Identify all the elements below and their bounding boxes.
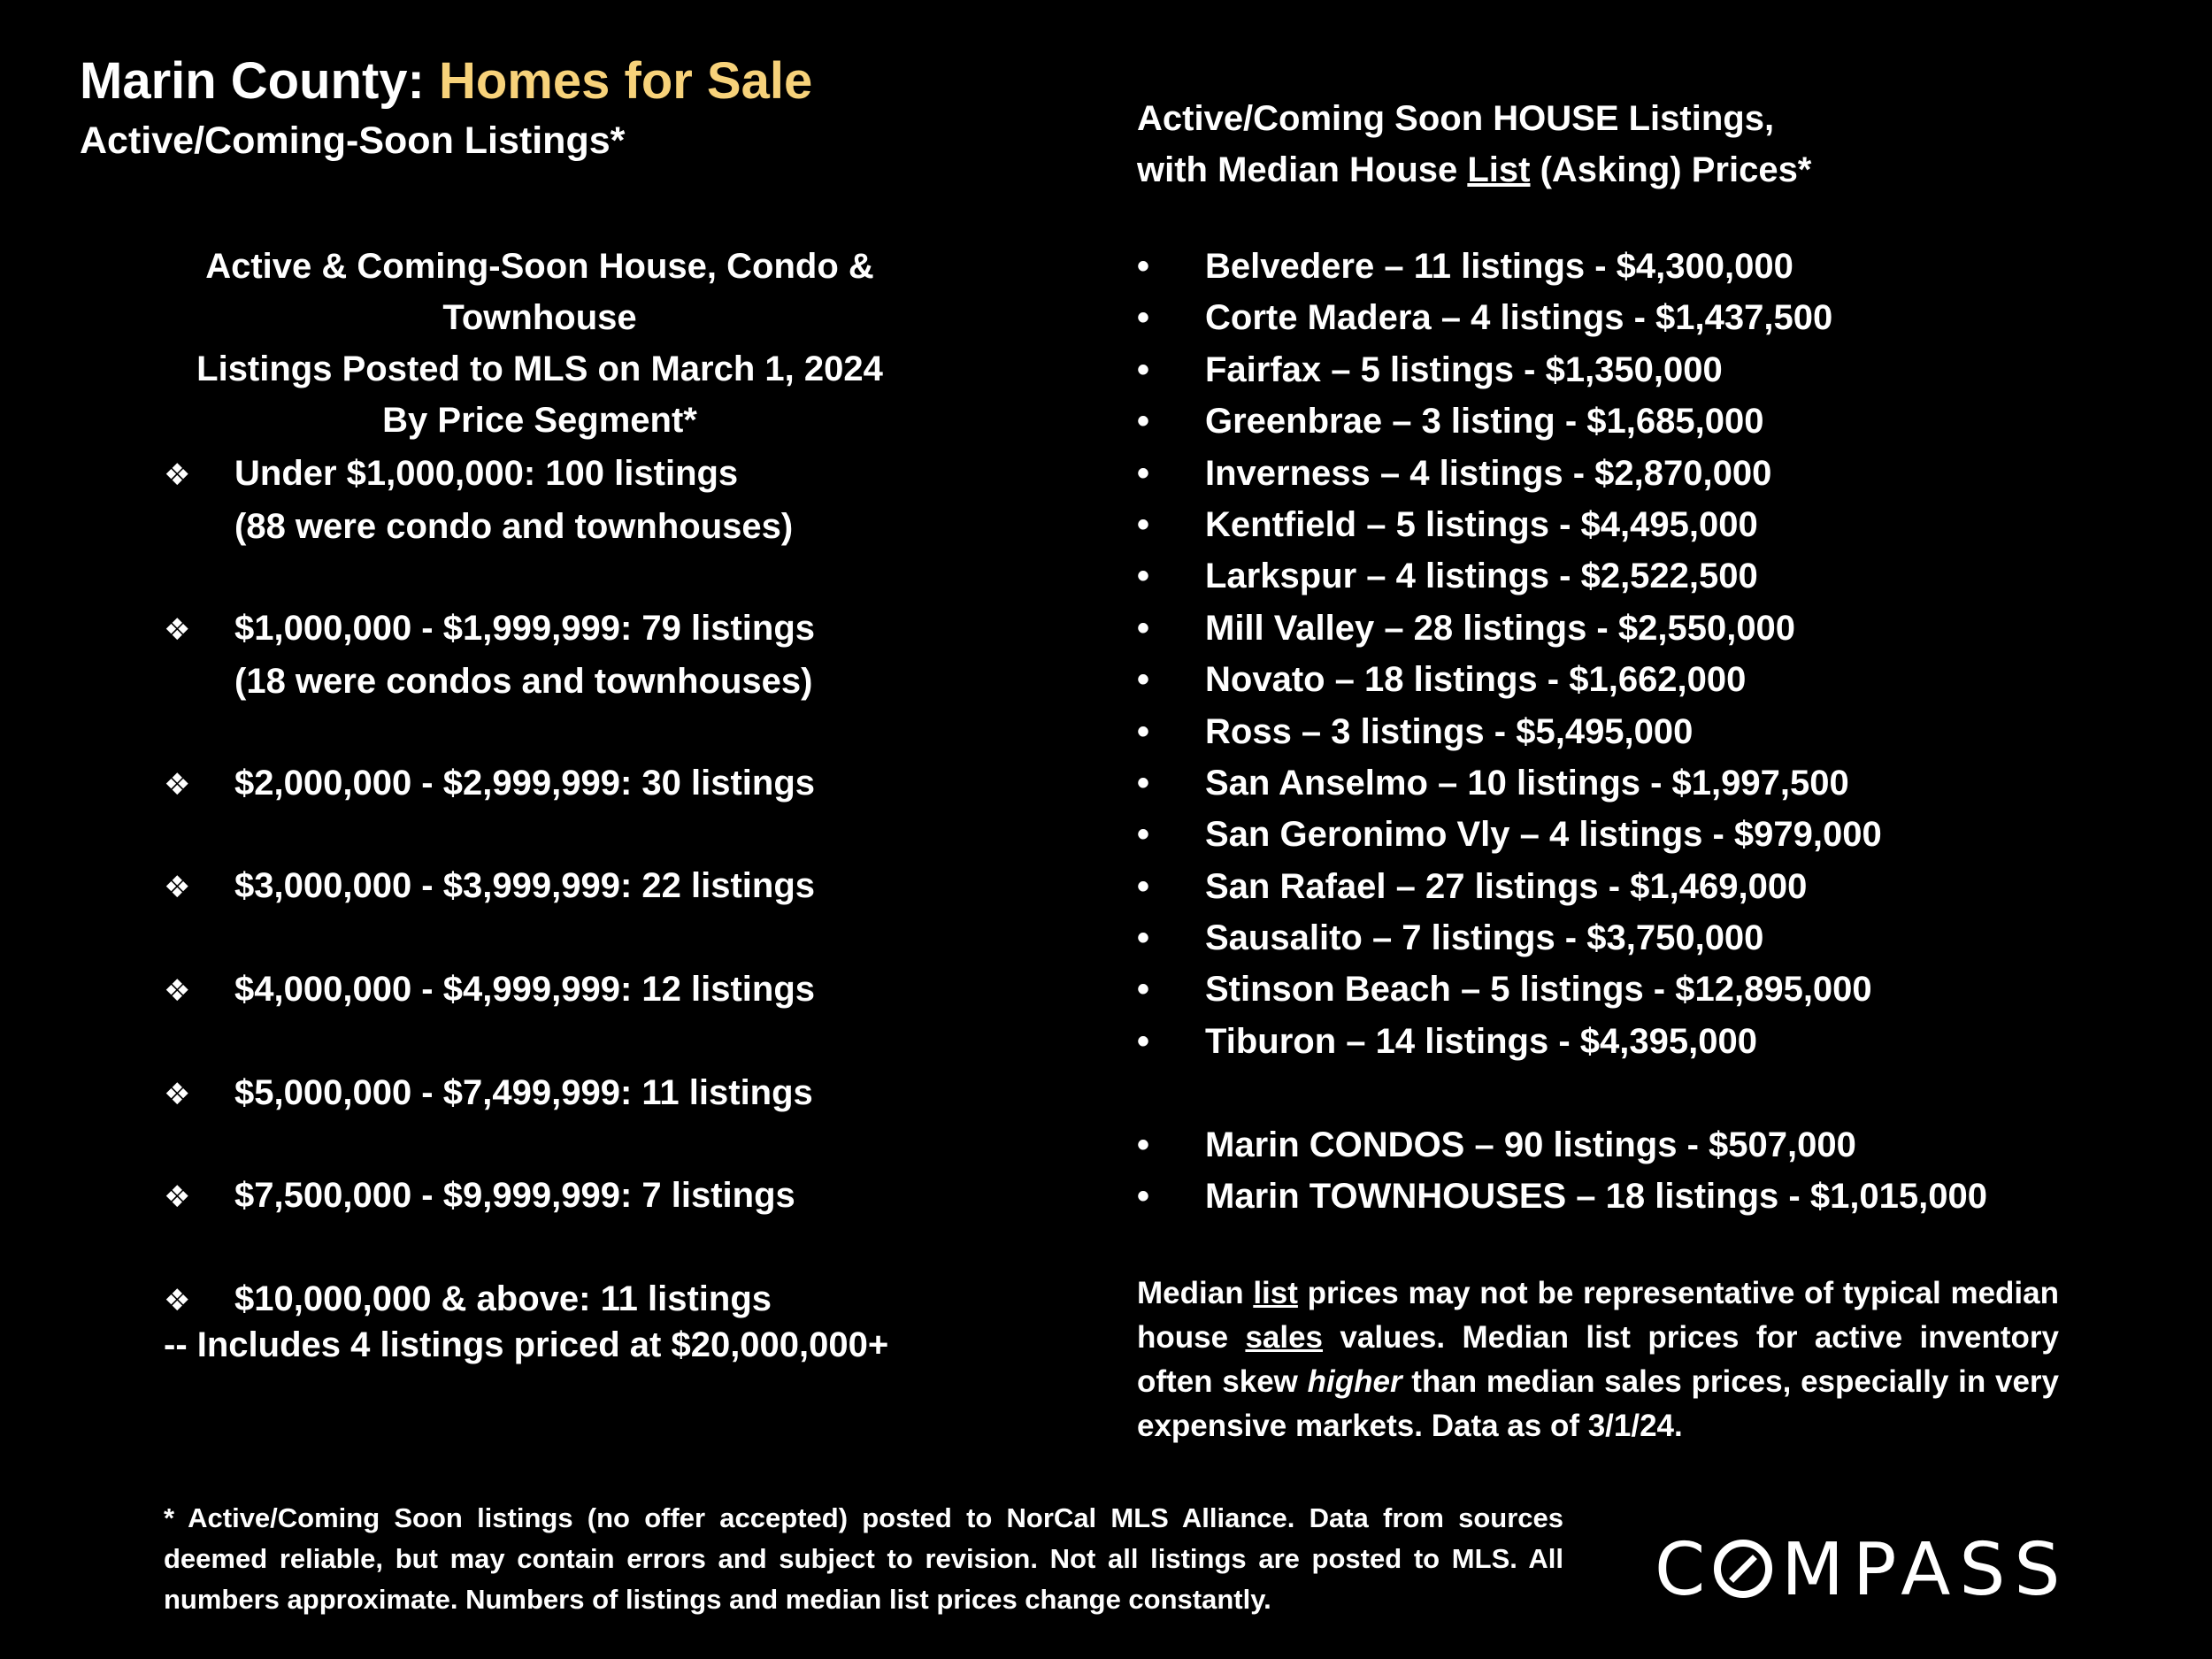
segment-item — [164, 448, 793, 552]
bullet-icon: • — [1137, 1021, 1150, 1061]
list-item — [1137, 550, 1987, 602]
price-segment-heading-line2: Listings Posted to MLS on March 1, 2024 — [196, 349, 883, 388]
segment-item — [164, 860, 815, 913]
town-entry: Mill Valley – 28 listings - $2,550,000 — [1205, 608, 1796, 648]
compass-o-icon — [1714, 1540, 1772, 1598]
bullet-icon: • — [1137, 608, 1150, 648]
list-item — [1137, 499, 1987, 550]
town-entry: Larkspur – 4 listings - $2,522,500 — [1205, 557, 1758, 596]
disclaimer-text: values. Median list prices for active inventory often skew — [1137, 1320, 2059, 1399]
list-item — [1137, 241, 1987, 292]
diamond-bullet-icon: ❖ — [164, 613, 191, 647]
title-part1: Marin County: — [80, 52, 439, 110]
heading-underlined-word: List — [1467, 150, 1531, 189]
list-item — [1137, 964, 1987, 1015]
list-item — [1137, 912, 1987, 964]
town-entry: Corte Madera – 4 listings - $1,437,500 — [1205, 298, 1833, 338]
list-item — [1137, 1016, 1987, 1067]
town-entry: Tiburon – 14 listings - $4,395,000 — [1205, 1021, 1757, 1061]
price-segment-heading-line1: Active & Coming-Soon House, Condo & Townhouse — [205, 247, 874, 337]
list-item — [1137, 861, 1987, 912]
bullet-icon: • — [1137, 763, 1150, 803]
bullet-icon: • — [1137, 349, 1150, 389]
bullet-icon: • — [1137, 711, 1150, 751]
list-item — [1137, 1119, 1987, 1171]
title-highlight: Homes for Sale — [438, 52, 813, 110]
heading-text: (Asking) Prices* — [1530, 150, 1812, 189]
disclaimer-underline: sales — [1245, 1320, 1324, 1355]
town-entry: Belvedere – 11 listings - $4,300,000 — [1205, 247, 1793, 286]
list-item — [1137, 706, 1987, 757]
price-segment-heading — [159, 241, 920, 446]
heading-text: with Median House — [1137, 150, 1468, 189]
diamond-bullet-icon: ❖ — [164, 871, 191, 904]
town-entry: San Geronimo Vly – 4 listings - $979,000 — [1205, 815, 1882, 855]
town-entry: San Rafael – 27 listings - $1,469,000 — [1205, 866, 1808, 906]
bullet-icon: • — [1137, 504, 1150, 544]
town-entry: San Anselmo – 10 listings - $1,997,500 — [1205, 763, 1849, 803]
disclaimer-underline: list — [1253, 1276, 1298, 1310]
segment-item — [164, 964, 815, 1017]
bullet-icon: • — [1137, 557, 1150, 596]
segment-sublabel: (88 were condo and townhouses) — [234, 507, 794, 546]
townhouse-entry: Marin TOWNHOUSES – 18 listings - $1,015,000 — [1205, 1177, 1988, 1217]
house-listings-heading — [1137, 93, 1811, 196]
house-listings-heading-line1: Active/Coming Soon HOUSE Listings, — [1137, 99, 1775, 138]
median-disclaimer — [1137, 1271, 2059, 1448]
town-entry: Greenbrae – 3 listing - $1,685,000 — [1205, 402, 1764, 442]
segment-item — [164, 757, 815, 810]
diamond-bullet-icon: ❖ — [164, 1078, 191, 1111]
list-item — [1137, 1171, 1987, 1222]
compass-logo — [1655, 1528, 2069, 1612]
town-entry: Stinson Beach – 5 listings - $12,895,000 — [1205, 970, 1872, 1010]
page-title — [80, 51, 812, 111]
disclaimer-italic: higher — [1307, 1364, 1402, 1399]
bullet-icon: • — [1137, 1125, 1150, 1164]
house-listings-heading-line2 — [1137, 144, 1811, 196]
bullet-icon: • — [1137, 866, 1150, 906]
segment-label: $10,000,000 & above: 11 listings — [234, 1279, 772, 1318]
segment-item — [164, 1273, 772, 1326]
segment-item — [164, 1170, 795, 1223]
list-item — [1137, 757, 1987, 809]
town-entry: Ross – 3 listings - $5,495,000 — [1205, 711, 1694, 751]
segment-label: Under $1,000,000: 100 listings — [234, 454, 739, 493]
page-subtitle: Active/Coming-Soon Listings* — [80, 119, 626, 162]
segment-label: $1,000,000 - $1,999,999: 79 listings — [234, 609, 815, 648]
segment-item — [164, 603, 815, 707]
segment-item — [164, 1067, 813, 1120]
disclaimer-text: Median — [1137, 1276, 1254, 1310]
bullet-icon: • — [1137, 918, 1150, 958]
price-segment-heading-line3: By Price Segment* — [382, 401, 697, 440]
town-entry: Fairfax – 5 listings - $1,350,000 — [1205, 349, 1723, 389]
bullet-icon: • — [1137, 970, 1150, 1010]
list-item — [1137, 603, 1987, 654]
segment-label: $2,000,000 - $2,999,999: 30 listings — [234, 764, 815, 803]
segment-label: $7,500,000 - $9,999,999: 7 listings — [234, 1176, 795, 1215]
logo-letters: MPASS — [1781, 1528, 2070, 1612]
diamond-bullet-icon: ❖ — [164, 768, 191, 802]
logo-letter: C — [1655, 1528, 1715, 1612]
source-footnote: * Active/Coming Soon listings (no offer accepted) posted to NorCal MLS Alliance. Data from sources deemed reliable, but may contain errors and subject to revision. Not all listings are posted to MLS. All numbers approximate. Numbers of listings and median list prices change constantly. — [164, 1502, 1563, 1615]
segment-label: $5,000,000 - $7,499,999: 11 listings — [234, 1073, 813, 1112]
town-entry: Inverness – 4 listings - $2,870,000 — [1205, 453, 1772, 493]
bullet-icon: • — [1137, 298, 1150, 338]
ultra-high-note: -- Includes 4 listings priced at $20,000,000+ — [164, 1325, 889, 1364]
list-item — [1137, 809, 1987, 860]
town-entry: Novato – 18 listings - $1,662,000 — [1205, 660, 1747, 700]
diamond-bullet-icon: ❖ — [164, 1284, 191, 1317]
diamond-bullet-icon: ❖ — [164, 458, 191, 492]
town-listing-list — [1137, 241, 1987, 1222]
segment-sublabel: (18 were condos and townhouses) — [234, 662, 813, 701]
condo-entry: Marin CONDOS – 90 listings - $507,000 — [1205, 1125, 1856, 1164]
bullet-icon: • — [1137, 815, 1150, 855]
disclaimer-text: prices may not be representative of typical median house — [1137, 1276, 2059, 1355]
town-entry: Sausalito – 7 listings - $3,750,000 — [1205, 918, 1764, 958]
diamond-bullet-icon: ❖ — [164, 974, 191, 1008]
bullet-icon: • — [1137, 1177, 1150, 1217]
list-spacer — [1137, 1067, 1987, 1118]
list-item — [1137, 344, 1987, 396]
bullet-icon: • — [1137, 453, 1150, 493]
segment-label: $3,000,000 - $3,999,999: 22 listings — [234, 866, 815, 905]
bullet-icon: • — [1137, 247, 1150, 286]
list-item — [1137, 654, 1987, 705]
list-item — [1137, 292, 1987, 343]
list-item — [1137, 448, 1987, 499]
bullet-icon: • — [1137, 660, 1150, 700]
disclaimer-text: than median sales prices, especially in very expensive markets. Data as of 3/1/24. — [1137, 1364, 2059, 1443]
diamond-bullet-icon: ❖ — [164, 1180, 191, 1214]
bullet-icon: • — [1137, 402, 1150, 442]
list-item — [1137, 396, 1987, 447]
town-entry: Kentfield – 5 listings - $4,495,000 — [1205, 504, 1758, 544]
segment-label: $4,000,000 - $4,999,999: 12 listings — [234, 970, 815, 1009]
